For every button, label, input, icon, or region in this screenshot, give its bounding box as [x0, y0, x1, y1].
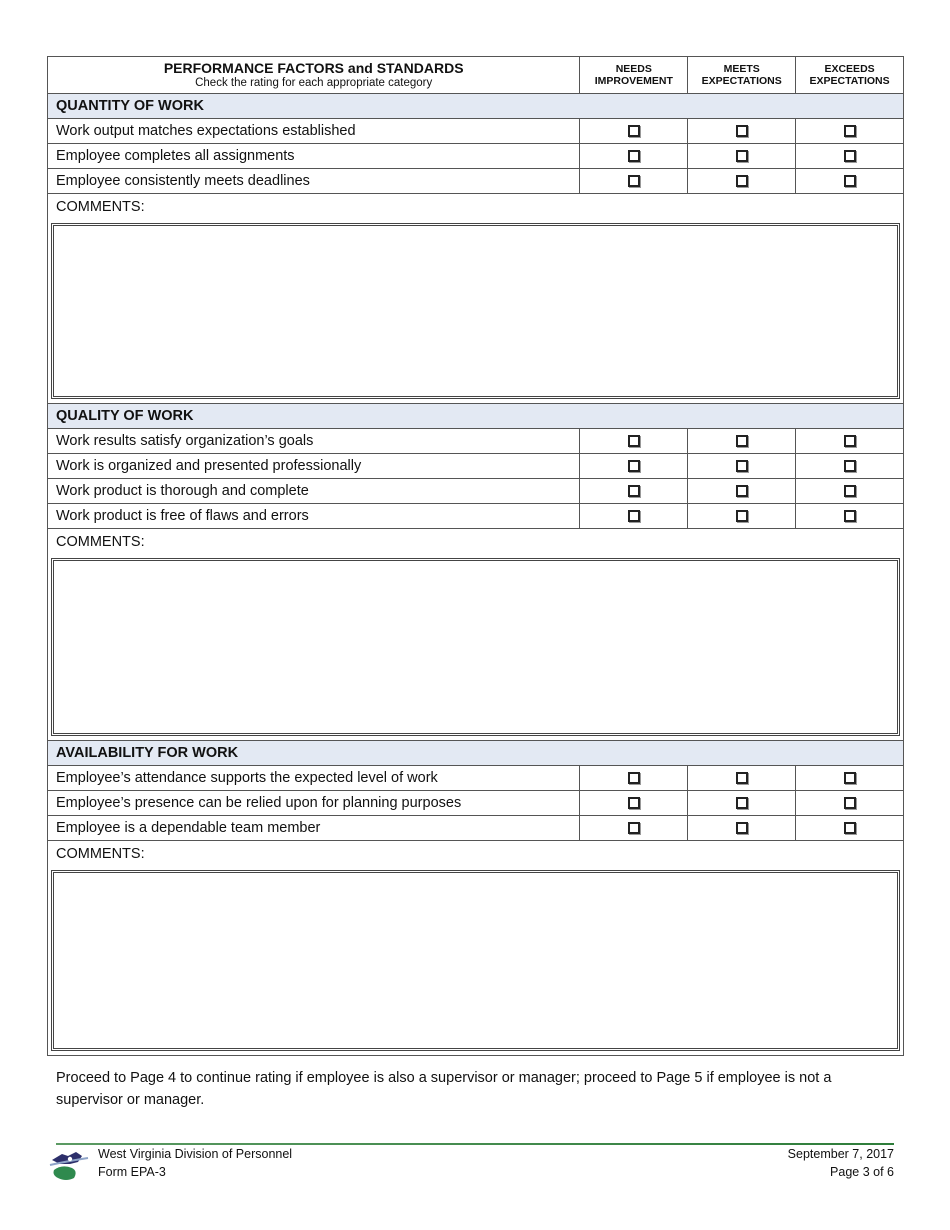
- checkbox-cell-needs-improvement: [580, 791, 688, 815]
- checkbox-cell-needs-improvement: [580, 429, 688, 453]
- checkbox-needs-improvement[interactable]: [628, 772, 640, 784]
- rating-row: [48, 766, 903, 791]
- rating-row: [48, 816, 903, 841]
- checkbox-meets-expectations[interactable]: [736, 797, 748, 809]
- footer-left: [98, 1145, 292, 1181]
- checkbox-meets-expectations[interactable]: [736, 125, 748, 137]
- checkbox-cell-needs-improvement: [580, 479, 688, 503]
- footer-date: September 7, 2017: [787, 1147, 894, 1161]
- checkbox-cell-meets-expectations: [688, 169, 796, 193]
- comments-textarea[interactable]: [51, 558, 900, 736]
- checkbox-needs-improvement[interactable]: [628, 460, 640, 472]
- comments-label: COMMENTS:: [56, 533, 145, 550]
- rating-criterion: Work is organized and presented professionally: [48, 454, 580, 478]
- header-title-cell: [48, 57, 580, 93]
- footer-page: Page 3 of 6: [830, 1165, 894, 1179]
- footer-right: [788, 1145, 894, 1181]
- rating-row: [48, 504, 903, 529]
- checkbox-cell-needs-improvement: [580, 144, 688, 168]
- checkbox-cell-needs-improvement: [580, 119, 688, 143]
- comments-label: COMMENTS:: [56, 845, 145, 862]
- rating-row: [48, 454, 903, 479]
- checkbox-cell-exceeds-expectations: [796, 791, 903, 815]
- section-header: AVAILABILITY FOR WORK: [48, 741, 903, 766]
- checkbox-cell-exceeds-expectations: [796, 504, 903, 528]
- wv-state-logo-icon: [48, 1146, 94, 1182]
- checkbox-needs-improvement[interactable]: [628, 125, 640, 137]
- checkbox-needs-improvement[interactable]: [628, 822, 640, 834]
- checkbox-exceeds-expectations[interactable]: [844, 125, 856, 137]
- column-meets-expectations: MEETS EXPECTATIONS: [688, 57, 796, 93]
- column-needs-improvement: NEEDS IMPROVEMENT: [580, 57, 688, 93]
- checkbox-exceeds-expectations[interactable]: [844, 175, 856, 187]
- rating-row: [48, 791, 903, 816]
- checkbox-exceeds-expectations[interactable]: [844, 460, 856, 472]
- checkbox-cell-exceeds-expectations: [796, 144, 903, 168]
- checkbox-needs-improvement[interactable]: [628, 175, 640, 187]
- checkbox-cell-needs-improvement: [580, 454, 688, 478]
- rating-criterion: Employee’s presence can be relied upon for planning purposes: [48, 791, 580, 815]
- checkbox-meets-expectations[interactable]: [736, 435, 748, 447]
- checkbox-exceeds-expectations[interactable]: [844, 485, 856, 497]
- checkbox-cell-exceeds-expectations: [796, 479, 903, 503]
- checkbox-cell-meets-expectations: [688, 479, 796, 503]
- performance-form-table: [47, 56, 904, 1056]
- rating-row: [48, 144, 903, 169]
- checkbox-exceeds-expectations[interactable]: [844, 150, 856, 162]
- rating-criterion: Work product is thorough and complete: [48, 479, 580, 503]
- rating-criterion: Work output matches expectations established: [48, 119, 580, 143]
- footer-form: Form EPA-3: [98, 1165, 166, 1179]
- checkbox-cell-needs-improvement: [580, 169, 688, 193]
- column-exceeds-expectations: EXCEEDS EXPECTATIONS: [809, 63, 890, 87]
- checkbox-exceeds-expectations[interactable]: [844, 772, 856, 784]
- checkbox-needs-improvement[interactable]: [628, 150, 640, 162]
- checkbox-meets-expectations[interactable]: [736, 822, 748, 834]
- rating-row: [48, 479, 903, 504]
- checkbox-meets-expectations[interactable]: [736, 510, 748, 522]
- rating-criterion: Employee’s attendance supports the expected level of work: [48, 766, 580, 790]
- checkbox-exceeds-expectations[interactable]: [844, 510, 856, 522]
- checkbox-needs-improvement[interactable]: [628, 510, 640, 522]
- checkbox-meets-expectations[interactable]: [736, 460, 748, 472]
- checkbox-cell-meets-expectations: [688, 144, 796, 168]
- checkbox-needs-improvement[interactable]: [628, 435, 640, 447]
- checkbox-meets-expectations[interactable]: [736, 150, 748, 162]
- rating-row: [48, 429, 903, 454]
- header-subtitle: Check the rating for each appropriate category: [195, 77, 433, 89]
- checkbox-meets-expectations[interactable]: [736, 772, 748, 784]
- rating-row: [48, 169, 903, 194]
- comments-textarea[interactable]: [51, 223, 900, 399]
- checkbox-exceeds-expectations[interactable]: [844, 822, 856, 834]
- section-header: QUALITY OF WORK: [48, 404, 903, 429]
- checkbox-cell-meets-expectations: [688, 429, 796, 453]
- checkbox-cell-exceeds-expectations: [796, 454, 903, 478]
- rating-criterion: Work results satisfy organization’s goals: [48, 429, 580, 453]
- checkbox-cell-meets-expectations: [688, 791, 796, 815]
- instruction-text: Proceed to Page 4 to continue rating if employee is also a supervisor or manager; proceed to Page 5 if employee is not a supervisor or manager.: [56, 1070, 832, 1108]
- comments-area-wrapper: [48, 554, 903, 741]
- comments-textarea[interactable]: [51, 870, 900, 1051]
- checkbox-cell-meets-expectations: [688, 119, 796, 143]
- checkbox-cell-exceeds-expectations: [796, 119, 903, 143]
- rating-criterion: Employee is a dependable team member: [48, 816, 580, 840]
- checkbox-needs-improvement[interactable]: [628, 485, 640, 497]
- checkbox-cell-meets-expectations: [688, 816, 796, 840]
- footer-org: West Virginia Division of Personnel: [98, 1147, 293, 1161]
- rating-criterion: Employee completes all assignments: [48, 144, 580, 168]
- checkbox-cell-meets-expectations: [688, 766, 796, 790]
- checkbox-meets-expectations[interactable]: [736, 175, 748, 187]
- header-title: PERFORMANCE FACTORS and STANDARDS: [163, 60, 464, 76]
- checkbox-cell-needs-improvement: [580, 766, 688, 790]
- checkbox-cell-exceeds-expectations: [796, 429, 903, 453]
- checkbox-cell-exceeds-expectations: [796, 816, 903, 840]
- checkbox-cell-meets-expectations: [688, 504, 796, 528]
- comments-label: COMMENTS:: [56, 198, 145, 215]
- sections-container: [48, 94, 903, 1055]
- checkbox-needs-improvement[interactable]: [628, 797, 640, 809]
- rating-row: [48, 119, 903, 144]
- comments-area-wrapper: [48, 219, 903, 404]
- checkbox-meets-expectations[interactable]: [736, 485, 748, 497]
- checkbox-cell-needs-improvement: [580, 504, 688, 528]
- checkbox-cell-exceeds-expectations: [796, 766, 903, 790]
- section-header: QUANTITY OF WORK: [48, 94, 903, 119]
- rating-criterion: Work product is free of flaws and errors: [48, 504, 580, 528]
- checkbox-cell-exceeds-expectations: [796, 169, 903, 193]
- checkbox-exceeds-expectations[interactable]: [844, 797, 856, 809]
- checkbox-cell-needs-improvement: [580, 816, 688, 840]
- table-header-row: [48, 57, 903, 94]
- checkbox-cell-meets-expectations: [688, 454, 796, 478]
- comments-area-wrapper: [48, 866, 903, 1055]
- rating-criterion: Employee consistently meets deadlines: [48, 169, 580, 193]
- checkbox-exceeds-expectations[interactable]: [844, 435, 856, 447]
